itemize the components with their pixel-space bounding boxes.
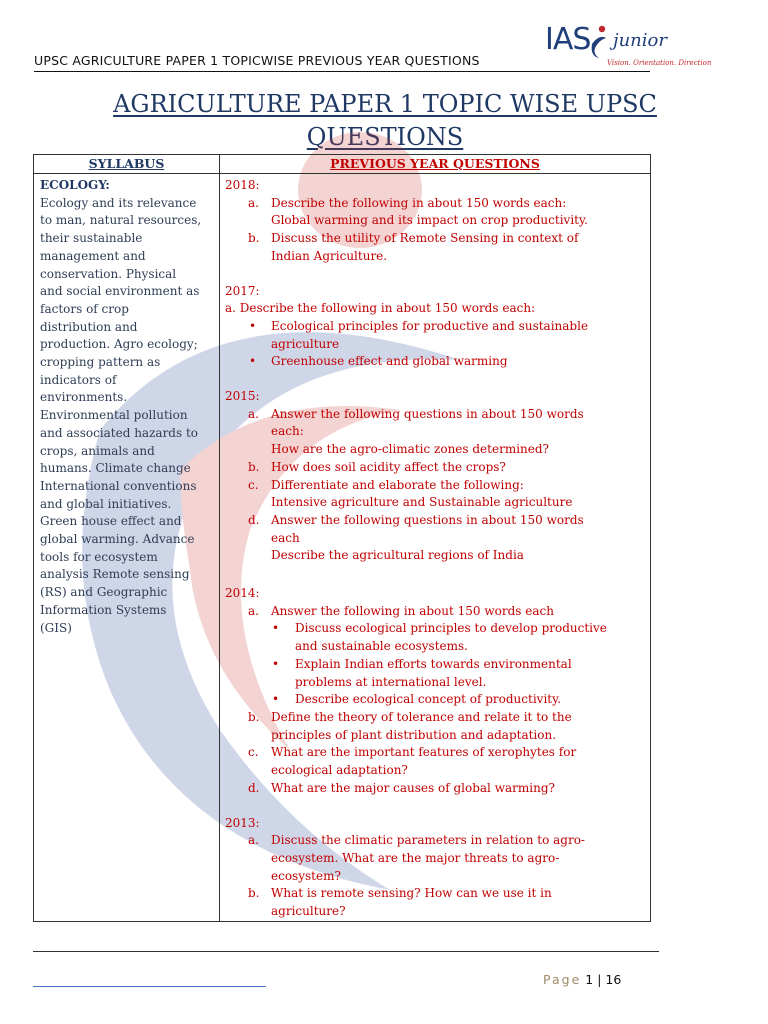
syllabus-line: indicators of xyxy=(40,372,117,387)
syllabus-line: and global initiatives. xyxy=(40,496,172,511)
year-heading-2015: 2015: xyxy=(225,389,260,404)
list-item xyxy=(225,603,642,621)
syllabus-cell xyxy=(34,174,220,922)
question-line: What are the important features of xerophytes for xyxy=(271,745,577,760)
question-line: each xyxy=(271,530,300,545)
document-title xyxy=(60,88,710,154)
sub-bullet-item xyxy=(225,656,642,691)
question-line: principles of plant distribution and adaptation. xyxy=(271,727,557,742)
table-header-row xyxy=(34,155,651,174)
question-line: Answer the following questions in about 150 words xyxy=(271,406,584,421)
list-item xyxy=(225,406,642,459)
syllabus-line: to man, natural resources, xyxy=(40,213,202,228)
list-marker: a. xyxy=(248,833,259,848)
list-marker: b. xyxy=(248,886,260,901)
footer-link-underline xyxy=(33,986,266,987)
bullet-item xyxy=(225,353,642,371)
question-line: a. Describe the following in about 150 words each: xyxy=(225,301,536,316)
year-heading-2013: 2013: xyxy=(225,815,260,830)
question-line: ecological adaptation? xyxy=(271,763,408,778)
list-item xyxy=(225,885,642,920)
syllabus-text xyxy=(40,195,215,638)
bullet-icon: • xyxy=(272,656,280,671)
list-marker: b. xyxy=(248,709,260,724)
list-item xyxy=(225,459,642,477)
list-marker: b. xyxy=(248,459,260,474)
question-line: Indian Agriculture. xyxy=(271,248,388,263)
question-line: Greenhouse effect and global warming xyxy=(271,354,508,369)
syllabus-line: cropping pattern as xyxy=(40,355,161,370)
logo-brand-text: IAS xyxy=(545,22,591,57)
bullet-icon: • xyxy=(249,354,257,369)
question-line: each: xyxy=(271,424,304,439)
question-line: and sustainable ecosystems. xyxy=(295,639,468,654)
question-line: What are the major causes of global warming? xyxy=(271,780,555,795)
sub-bullet-item xyxy=(225,620,642,655)
syllabus-line: and social environment as xyxy=(40,284,200,299)
logo-tagline: Vision. Orientation. Direction xyxy=(607,59,712,67)
year-heading-2018: 2018: xyxy=(225,178,260,192)
list-item xyxy=(225,709,642,744)
syllabus-line: management and xyxy=(40,248,146,263)
list-marker: a. xyxy=(248,195,259,210)
question-line: Global warming and its impact on crop productivity. xyxy=(271,213,588,228)
syllabus-line: Environmental pollution xyxy=(40,408,188,423)
list-item xyxy=(225,477,642,512)
question-line: Differentiate and elaborate the following: xyxy=(271,477,524,492)
syllabus-line: crops, animals and xyxy=(40,443,155,458)
question-line: ecosystem? xyxy=(271,868,341,883)
year-heading-2017: 2017: xyxy=(225,283,260,298)
syllabus-column-header: SYLLABUS xyxy=(34,155,220,174)
syllabus-line: analysis Remote sensing xyxy=(40,567,190,582)
list-item xyxy=(225,780,642,798)
list-marker: d. xyxy=(248,512,260,527)
syllabus-line: global warming. Advance xyxy=(40,532,195,547)
syllabus-heading: ECOLOGY: xyxy=(40,178,110,192)
questions-cell xyxy=(220,174,651,922)
table-row xyxy=(34,174,651,922)
list-marker: c. xyxy=(248,745,259,760)
list-item xyxy=(225,832,642,885)
sub-bullet-item xyxy=(225,691,642,709)
question-line: Define the theory of tolerance and relate it to the xyxy=(271,709,572,724)
question-line: Ecological principles for productive and sustainable xyxy=(271,318,589,333)
bullet-item xyxy=(225,318,642,353)
question-line: agriculture xyxy=(271,336,340,351)
list-item xyxy=(225,512,642,565)
question-line: Explain Indian efforts towards environmental xyxy=(295,656,572,671)
question-line: Discuss the climatic parameters in relation to agro- xyxy=(271,833,585,848)
syllabus-line: Ecology and its relevance xyxy=(40,195,197,210)
question-line: Answer the following questions in about 150 words xyxy=(271,512,584,527)
logo-junior-text: junior xyxy=(613,30,667,51)
question-line: Answer the following in about 150 words each xyxy=(271,603,554,618)
questions-column-header: PREVIOUS YEAR QUESTIONS xyxy=(220,155,651,174)
syllabus-line: (GIS) xyxy=(40,620,72,635)
syllabus-line: production. Agro ecology; xyxy=(40,337,198,352)
question-line: Discuss ecological principles to develop productive xyxy=(295,621,607,636)
bullet-icon: • xyxy=(249,318,257,333)
question-line: problems at international level. xyxy=(295,674,487,689)
list-marker: b. xyxy=(248,231,260,246)
list-marker: a. xyxy=(248,406,259,421)
page-current: 1 xyxy=(585,972,594,987)
header-title: UPSC AGRICULTURE PAPER 1 TOPICWISE PREVIOUS YEAR QUESTIONS xyxy=(34,53,480,68)
list-item xyxy=(225,230,642,265)
page-label: Page xyxy=(543,972,582,987)
question-line: Describe the following in about 150 words each: xyxy=(271,195,567,210)
list-item xyxy=(225,744,642,779)
footer-divider xyxy=(33,951,659,952)
logo-swoosh-icon xyxy=(589,24,609,60)
ias-junior-logo xyxy=(545,22,712,72)
list-marker: a. xyxy=(248,603,259,618)
list-item xyxy=(225,195,642,230)
question-line: Discuss the utility of Remote Sensing in context of xyxy=(271,231,579,246)
question-line: agriculture? xyxy=(271,904,346,919)
syllabus-line: humans. Climate change xyxy=(40,461,191,476)
document-title-line-1: AGRICULTURE PAPER 1 TOPIC WISE UPSC xyxy=(113,90,657,118)
syllabus-line: Green house effect and xyxy=(40,514,182,529)
syllabus-line: conservation. Physical xyxy=(40,266,177,281)
document-title-line-2: QUESTIONS xyxy=(306,123,464,151)
question-line: Describe the agricultural regions of India xyxy=(271,548,524,563)
syllabus-line: and associated hazards to xyxy=(40,425,199,440)
syllabus-line: their sustainable xyxy=(40,231,143,246)
question-line: How does soil acidity affect the crops? xyxy=(271,459,506,474)
page-number xyxy=(543,972,621,987)
syllabus-line: tools for ecosystem xyxy=(40,549,158,564)
question-line: ecosystem. What are the major threats to agro- xyxy=(271,850,560,865)
list-marker: d. xyxy=(248,780,260,795)
syllabus-line: environments. xyxy=(40,390,128,405)
question-line: How are the agro-climatic zones determined? xyxy=(271,442,549,457)
syllabus-line: distribution and xyxy=(40,319,138,334)
list-marker: c. xyxy=(248,477,259,492)
syllabus-line: Information Systems xyxy=(40,602,167,617)
question-line: What is remote sensing? How can we use it in xyxy=(271,886,552,901)
year-heading-2014: 2014: xyxy=(225,586,260,601)
syllabus-line: factors of crop xyxy=(40,301,129,316)
page-separator: | xyxy=(597,972,602,987)
bullet-icon: • xyxy=(272,621,280,636)
question-line: Describe ecological concept of productivity. xyxy=(295,692,562,707)
question-line: Intensive agriculture and Sustainable agriculture xyxy=(271,495,573,510)
syllabus-line: (RS) and Geographic xyxy=(40,585,168,600)
bullet-icon: • xyxy=(272,692,280,707)
syllabus-line: International conventions xyxy=(40,478,197,493)
questions-table xyxy=(33,154,651,922)
page-total: 16 xyxy=(605,972,622,987)
